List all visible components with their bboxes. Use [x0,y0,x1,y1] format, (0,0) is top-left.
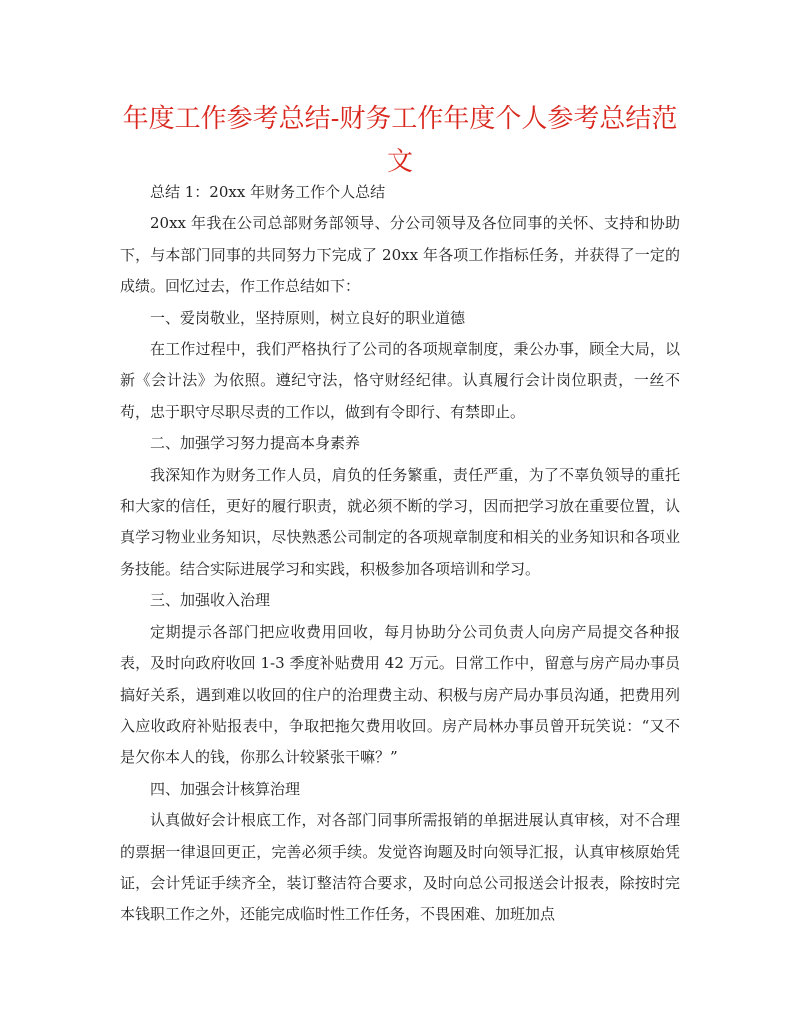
section-heading-2: 二、加强学习努力提高本身素养 [150,434,361,453]
paragraph-section-3: 定期提示各部门把应收费用回收，每月协助分公司负责人向房产局提交各种报表，及时向政府收回 1-3 季度补贴费用 42 万元。日常工作中，留意与房产局办事员搞好关系，遇到难以收回的住户的治理费主动、积极与房产局办事员沟通，把费用列入应收政府补贴报表中，争取把拖欠费用收回。房产局林办事员曾开玩笑说：“又不是欠你本人的钱，你那么计较紧张干嘛？” [120,622,680,767]
document-body [120,177,680,931]
paragraph-section-1: 在工作过程中，我们严格执行了公司的各项规章制度，秉公办事，顾全大局，以新《会计法》为依照。遵纪守法，恪守财经纪律。认真履行会计岗位职责，一丝不苟，忠于职守尽职尽责的工作以，做到有令即行、有禁即止。 [120,340,680,421]
paragraph-intro: 20xx 年我在公司总部财务部领导、分公司领导及各位同事的关怀、支持和协助下，与本部门同事的共同努力下完成了 20xx 年各项工作指标任务，并获得了一定的成绩。回忆过去，作工作总结如下： [120,214,680,296]
section-heading-4: 四、加强会计核算治理 [150,779,301,798]
section-heading-summary-1: 总结 1：20xx 年财务工作个人总结 [150,183,386,201]
paragraph-section-2: 我深知作为财务工作人员，肩负的任务繁重，责任严重，为了不辜负领导的重托和大家的信任，更好的履行职责，就必须不断的学习，因而把学习放在重要位置，认真学习物业业务知识，尽快熟悉公司制定的各项规章制度和相关的业务知识和各项业务技能。结合实际进展学习和实践，积极参加各项培训和学习。 [120,465,680,578]
section-heading-1: 一、爱岗敬业，坚持原则，树立良好的职业道德 [150,308,466,327]
section-heading-3: 三、加强收入治理 [150,591,271,610]
document-title: 年度工作参考总结-财务工作年度个人参考总结范文 [122,104,678,177]
paragraph-section-4: 认真做好会计根底工作，对各部门同事所需报销的单据进展认真审核，对不合理的票据一律退回更正，完善必须手续。发觉咨询题及时向领导汇报，认真审核原始凭证，会计凭证手续齐全，装订整洁符合要求，及时向总公司报送会计报表，除按时完本钱职工作之外，还能完成临时性工作任务，不畏困难、加班加点 [120,811,680,924]
